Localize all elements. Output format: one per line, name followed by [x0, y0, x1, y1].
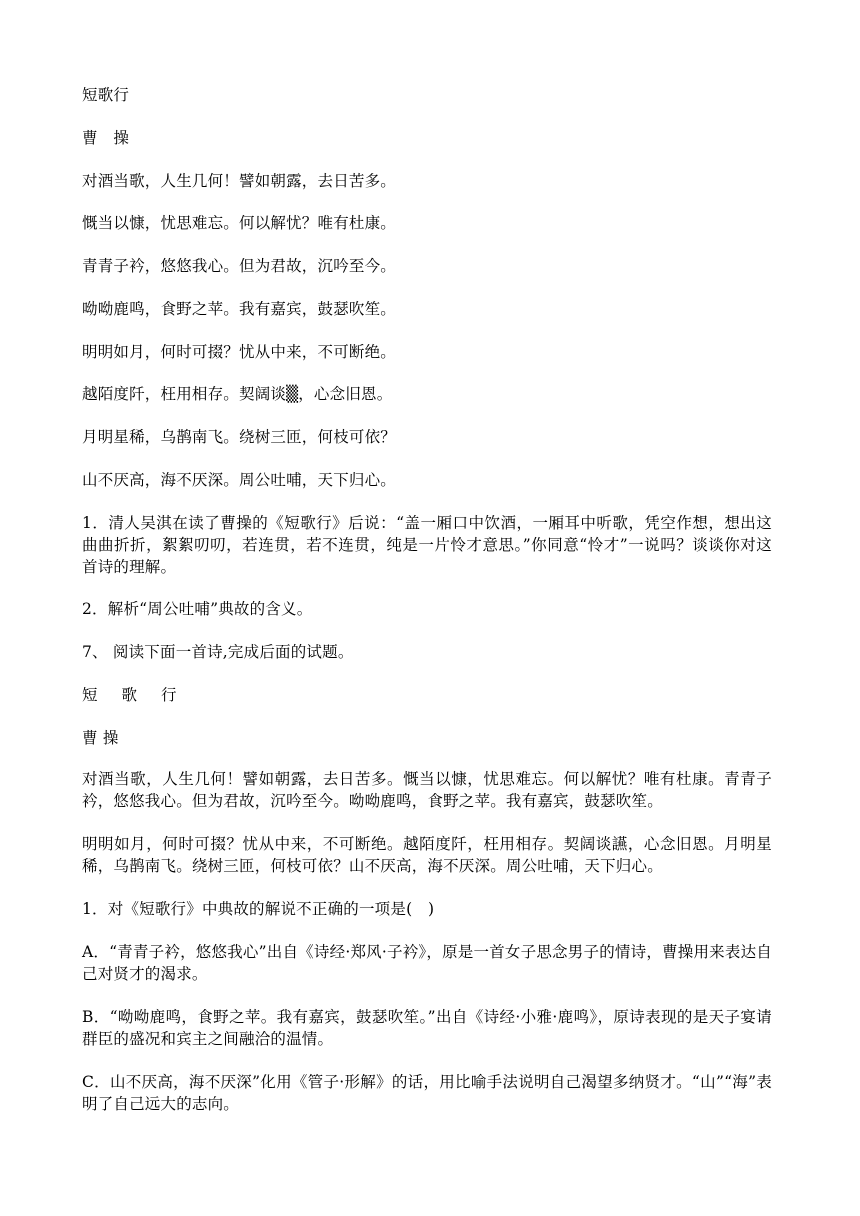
question-prompt: 1．对《短歌行》中典故的解说不正确的一项是( ) [82, 900, 435, 918]
poem-line: 对酒当歌，人生几何！譬如朝露，去日苦多。 [82, 172, 397, 190]
section-heading: 7、 阅读下面一首诗,完成后面的试题。 [82, 643, 354, 661]
answer-option-a: A．“青青子衿，悠悠我心”出自《诗经·郑风·子衿》，原是一首女子思念男子的情诗，曹操用来表达自己对贤才的渴求。 [82, 943, 772, 983]
answer-option-b: B．“呦呦鹿鸣，食野之苹。我有嘉宾，鼓瑟吹笙。”出自《诗经·小雅·鹿鸣》，原诗表现的是天子宴请群臣的盛况和宾主之间融洽的温情。 [82, 1008, 772, 1048]
poem-line: 山不厌高，海不厌深。周公吐哺，天下归心。 [82, 471, 397, 489]
poem-title: 短歌行 [82, 86, 130, 104]
poem-line: 慨当以慷，忧思难忘。何以解忧？唯有杜康。 [82, 214, 397, 232]
poem-line: 呦呦鹿鸣，食野之苹。我有嘉宾，鼓瑟吹笙。 [82, 300, 397, 318]
poem-stanza: 对酒当歌，人生几何！譬如朝露，去日苦多。慨当以慷，忧思难忘。何以解忧？唯有杜康。青青子衿，悠悠我心。但为君故，沉吟至今。呦呦鹿鸣，食野之苹。我有嘉宾，鼓瑟吹笙。 [82, 770, 772, 810]
poem-line: 青青子衿，悠悠我心。但为君故，沉吟至今。 [82, 257, 397, 275]
answer-option-c: C．山不厌高，海不厌深”化用《管子·形解》的话，用比喻手法说明自己渴望多纳贤才。“山”“海”表明了自己远大的志向。 [82, 1073, 772, 1113]
question-paragraph: 1．清人吴淇在读了曹操的《短歌行》后说：“盖一厢口中饮酒，一厢耳中听歌，凭空作想，想出这曲曲折折，絮絮叨叨，若连贯，若不连贯，纯是一片怜才意思。”你同意“怜才”一说吗？谈谈你对这首诗的理解。 [82, 514, 772, 576]
question-paragraph: 2．解析“周公吐哺”典故的含义。 [82, 600, 313, 618]
poem-stanza: 明明如月，何时可掇？忧从中来，不可断绝。越陌度阡，枉用相存。契阔谈讌，心念旧恩。月明星稀，乌鹊南飞。绕树三匝，何枝可依？山不厌高，海不厌深。周公吐哺，天下归心。 [82, 835, 772, 875]
poem-title: 短歌行 [82, 686, 201, 704]
poem-line: 月明星稀，乌鹊南飞。绕树三匝，何枝可依？ [82, 428, 397, 446]
poem-line: 明明如月，何时可掇？忧从中来，不可断绝。 [82, 343, 397, 361]
poem-line: 越陌度阡，枉用相存。契阔谈▒，心念旧恩。 [82, 385, 393, 403]
poem-author: 曹 操 [82, 729, 119, 747]
poem-author: 曹 操 [82, 129, 130, 147]
